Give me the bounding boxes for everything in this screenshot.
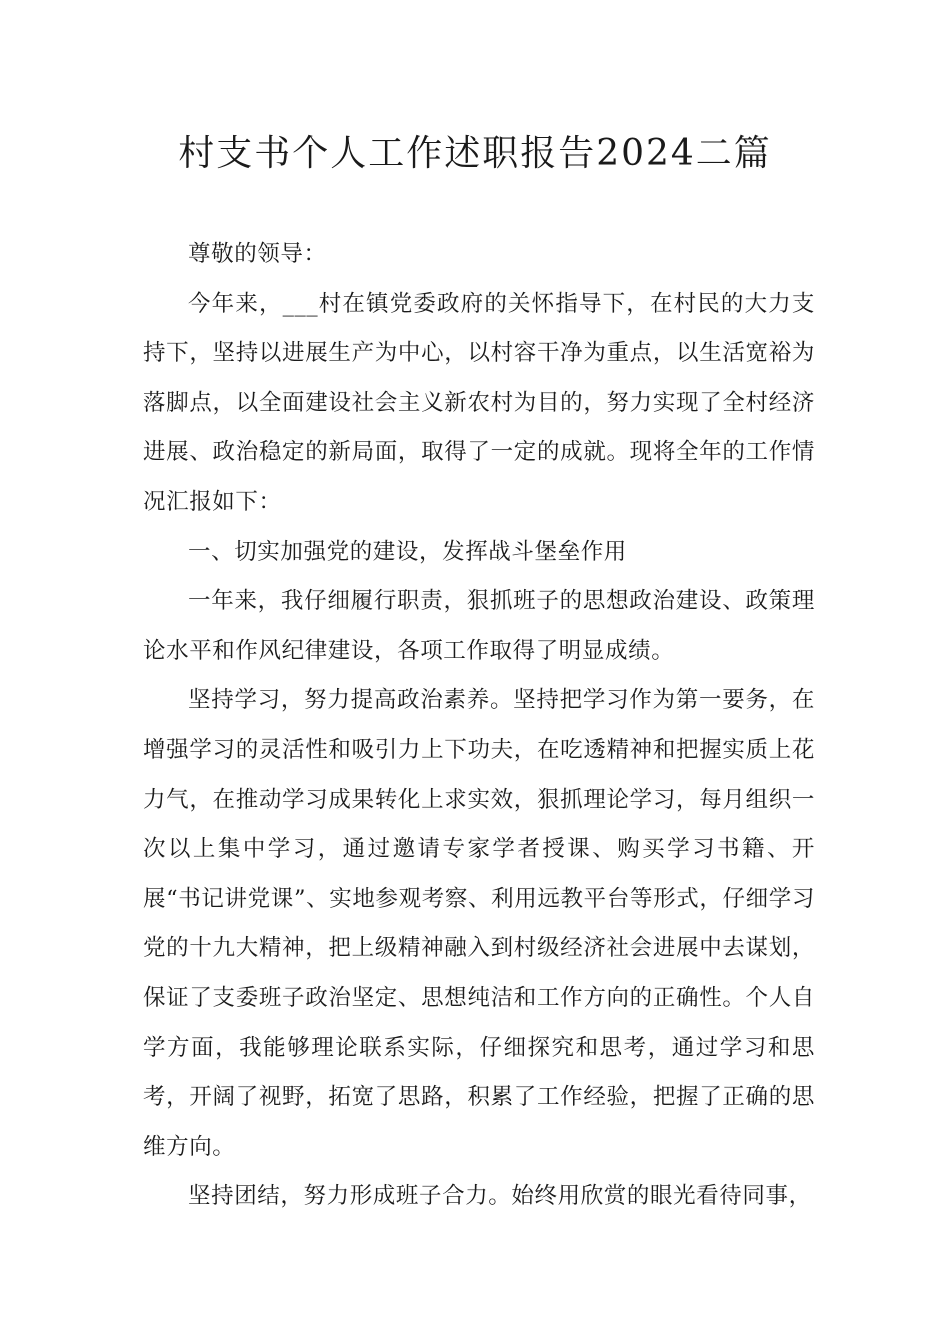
document-body xyxy=(143,230,815,1222)
salutation: 尊敬的领导： xyxy=(188,241,327,267)
intro-paragraph: 今年来，___村在镇党委政府的关怀指导下，在村民的大力支持下，坚持以进展生产为中心，以村容干净为重点，以生活宽裕为落脚点，以全面建设社会主义新农村为目的，努力实现了全村经济进展、政治稳定的新局面，取得了一定的成就。现将全年的工作情况汇报如下： xyxy=(143,290,815,515)
section-heading: 一、切实加强党的建设，发挥战斗堡垒作用 xyxy=(188,538,627,565)
body-paragraph: 坚持团结，努力形成班子合力。始终用欣赏的眼光看待同事， xyxy=(188,1183,812,1210)
body-paragraph: 坚持学习，努力提高政治素养。坚持把学习作为第一要务，在增强学习的灵活性和吸引力上下功夫，在吃透精神和把握实质上花力气，在推动学习成果转化上求实效，狠抓理论学习，每月组织一次以上集中学习，通过邀请专家学者授课、购买学习书籍、开展“书记讲党课”、实地参观考察、利用远教平台等形式，仔细学习党的十九大精神，把上级精神融入到村级经济社会进展中去谋划，保证了支委班子政治坚定、思想纯洁和工作方向的正确性。个人自学方面，我能够理论联系实际，仔细探究和思考，通过学习和思考，开阔了视野，拓宽了思路，积累了工作经验，把握了正确的思维方向。 xyxy=(143,687,815,1160)
document-title: 村支书个人工作述职报告2024二篇 xyxy=(178,133,772,174)
body-paragraph: 一年来，我仔细履行职责，狠抓班子的思想政治建设、政策理论水平和作风纪律建设，各项工作取得了明显成绩。 xyxy=(143,588,815,664)
